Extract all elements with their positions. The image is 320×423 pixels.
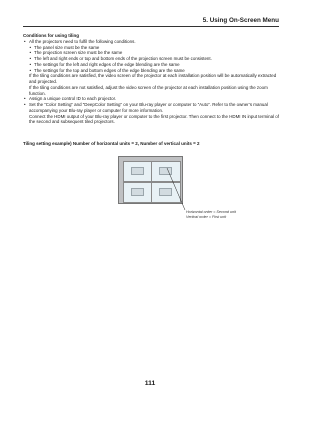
conditions-section [23,33,279,125]
condition-item: • The settings for the top and bottom edges of the edge blending are the same [23,68,279,74]
caption-leader-line [118,156,208,216]
condition-item: • The projection screen size must be the same [23,50,279,56]
control-id-bullet: • Assign a unique control ID to each projector. [23,96,279,102]
diagram-caption [186,210,236,220]
caption-horizontal-order: Horizontal order = Second unit [186,210,236,214]
condition-item: • The panel size must be the same [23,45,279,51]
page-header [23,17,279,28]
page-number: 111 [144,380,156,387]
condition-item: • The settings for the left and right edges of the edge blending are the same [23,62,279,68]
conditions-note-satisfied: If the tiling conditions are satisfied, the video screen of the projector at each installation position will be automatically extracted and projected. [29,73,277,84]
section-title: 5. Using On-Screen Menu [202,17,279,24]
conditions-heading: Conditions for using tiling [23,33,79,38]
header-rule [23,26,279,27]
conditions-intro: • All the projectors need to fulfil the following conditions. [23,39,279,45]
condition-item: • The left and right ends or top and bottom ends of the projection screen must be consistent. [23,56,279,62]
caption-vertical-order: Vertical order = First unit [186,215,227,219]
color-setting-bullet: • Set the “Color Setting” and “DeepColor Setting” on your Blu-ray player or computer to “Auto”. Refer to the owner’s manual accompanying your Blu-ray player or computer for more information. [23,102,279,114]
conditions-note-not-satisfied: If the tiling conditions are not satisfied, adjust the video screen of the projector at each installation position using the zoom function. [29,84,268,96]
tiling-example-title: Tiling setting example) Number of horizontal units = 2, Number of vertical units = 2 [23,141,200,146]
hdmi-connection-note: Connect the HDMI output of your Blu-ray player or computer to the first projector. Then connect to the HDMI IN input terminal of the second and subsequent tiled projectors. [29,113,280,125]
